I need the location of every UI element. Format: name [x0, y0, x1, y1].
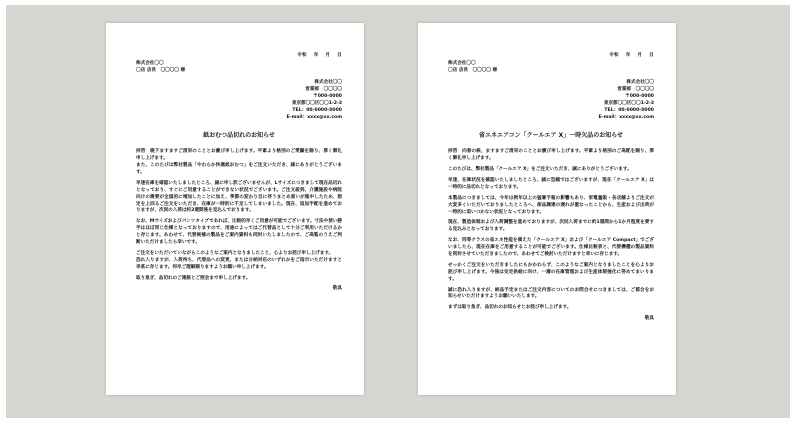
sender-email: E-mail：xxxx@xx.com [598, 115, 654, 121]
body-paragraph: せっかくご注文をいただきましたにもかかわらず、このようなご案内となりましたことを心よりお詫び申し上げます。今後は安定供給に向け、一層の在庫管理および生産体制強化に努めてまいります。 [448, 262, 654, 282]
sender-department: 営業部 〇〇〇〇 [617, 86, 654, 92]
sender-block [136, 79, 342, 122]
document-page-2 [418, 23, 676, 395]
sender-email: E-mail：xxxx@xx.com [286, 115, 342, 121]
closing-text: 敬具 [644, 316, 654, 322]
document-date: 令和 年 月 日 [609, 53, 654, 58]
sender-tel: TEL：00-0000-0000 [604, 108, 654, 114]
sender-postal: 〒000-0000 [313, 93, 342, 99]
document-page-1 [106, 23, 364, 395]
recipient-block [448, 61, 654, 75]
body-paragraph: 取り急ぎ、品切れのご連絡とご照会まで申し上げます。 [136, 275, 251, 281]
document-title: 省エネエアコン「クールエア X」一時欠品のお知らせ [478, 132, 624, 140]
sender-company: 株式会社〇〇 [626, 79, 654, 85]
body-paragraph: このたびは、弊社製品「クールエア X」をご注文いただき、誠にありがとうございます。 [448, 167, 632, 173]
body-paragraph: 本製品につきましては、今年は例年以上の猛暑予報の影響もあり、家電量販・各店舗よりご注文が大変多くいただいておりましたところへ、部品調達の遅れが重なったことから、生産および出荷が一時的に追いつかない状況となっております。 [448, 195, 654, 215]
body-paragraph: なお、同等クラスの省エネ性能を備えた「クールエア X」および「クールエア Compact」でございましたら、現在在庫をご用意することが可能でございます。仕様比較表と、代替機種の製品資料を同封させていただきましたので、あわせてご検討いただけますと幸いに存じます。 [448, 238, 654, 258]
sender-block [448, 79, 654, 122]
body-paragraph: まずは取り急ぎ、品切れのお知らせとお詫び申し上げます。 [448, 305, 572, 311]
document-title: 紙おむつ品切れのお知らせ [203, 132, 275, 140]
document-body [136, 53, 342, 293]
closing-text: 敬具 [332, 286, 342, 292]
body-paragraph: 拝啓 向春の候、ますますご清栄のこととお慶び申し上げます。平素より格別のご高配を賜り、厚く御礼申し上げます。 [448, 149, 654, 162]
recipient-block [136, 61, 342, 75]
sender-company: 株式会社〇〇 [314, 79, 342, 85]
recipient-name: 〇店 店長 〇〇〇〇 様 [136, 67, 186, 73]
sender-address: 東京都〇〇区〇〇1-2-3 [603, 101, 654, 106]
sender-department: 営業部 〇〇〇〇 [305, 86, 342, 92]
document-body [448, 53, 654, 323]
body-paragraph: 拝啓 晩下ますますご清栄のこととお慶び申し上げます。平素より格別のご愛顧を賜り、厚く御礼申し上げます。 [136, 149, 342, 162]
body-paragraph: 早速、在庫状況を確認いたしましたところ、誠に恐縮ではございますが、現在「クールエア X」は一時的に品切れとなっております。 [448, 178, 654, 190]
body-paragraph: なお、Mサイズおよびパンツタイプであれば、比較的早くご用意が可能でございます。寸法や使い勝手はほぼ同じ仕様となっておりますので、用途によってはご代替品として十分ご利用いただけるかと存じます。あわせて、代替候補の製品をご案内資料も同封いたしましたので、ご高覧のうえご判断いただけましたら幸いです。 [136, 219, 342, 246]
document-date: 令和 年 月 日 [297, 53, 342, 58]
sender-postal: 〒000-0000 [625, 93, 654, 99]
recipient-company: 株式会社〇〇 [136, 60, 164, 66]
body-paragraph: また、このたびは弊社製品「やわらか快適紙おむつ」をご注文いただき、誠にありがとうございます。 [136, 163, 342, 175]
body-paragraph: ご注文をいただいていながらこのようなご案内となりましたこと、心よりお詫び申し上げます。 [136, 250, 334, 256]
body-paragraph: 誠に恐れ入りますが、納品予定またはご注文内容についてのお問合せにつきましては、ご都合をお知らせいただけますようお願いいたします。 [448, 287, 654, 300]
body-paragraph: 早速在庫を確認いたしましたところ、誠に申し訳ございませんが、Lサイズにつきまして現在品切れとなっており、すぐにご用意することができない状況でございます。ご注文殺到、介護施設や病院向けの需要が全国的に増加したことに加え、季節の変わり目に伴うまとめ買いが集中したため、想定を上回るご注文をいただき、在庫が一時的に不足してしまいました。現在、追加手配を進めておりますが、次回の入荷は約2週間後を見込んでおります。 [136, 180, 342, 214]
body-paragraph: 恐れ入りますが、入荷待ち、代替品への変更、または分納対応のいずれかをご指示いただけますと幸甚に存じます。何卒ご理解賜りますようお願い申し上げます。 [136, 257, 342, 270]
body-paragraph: 現在、製造体制および入荷調整を進めておりますが、次回入荷までに約1週間から1か月程度を要する見込みとなっております。 [448, 220, 654, 233]
sender-tel: TEL：00-0000-0000 [292, 108, 342, 114]
recipient-name: 〇店 店長 〇〇〇〇 様 [448, 67, 498, 73]
sender-address: 東京都〇〇区〇〇1-2-3 [291, 101, 342, 106]
recipient-company: 株式会社〇〇 [448, 60, 476, 66]
